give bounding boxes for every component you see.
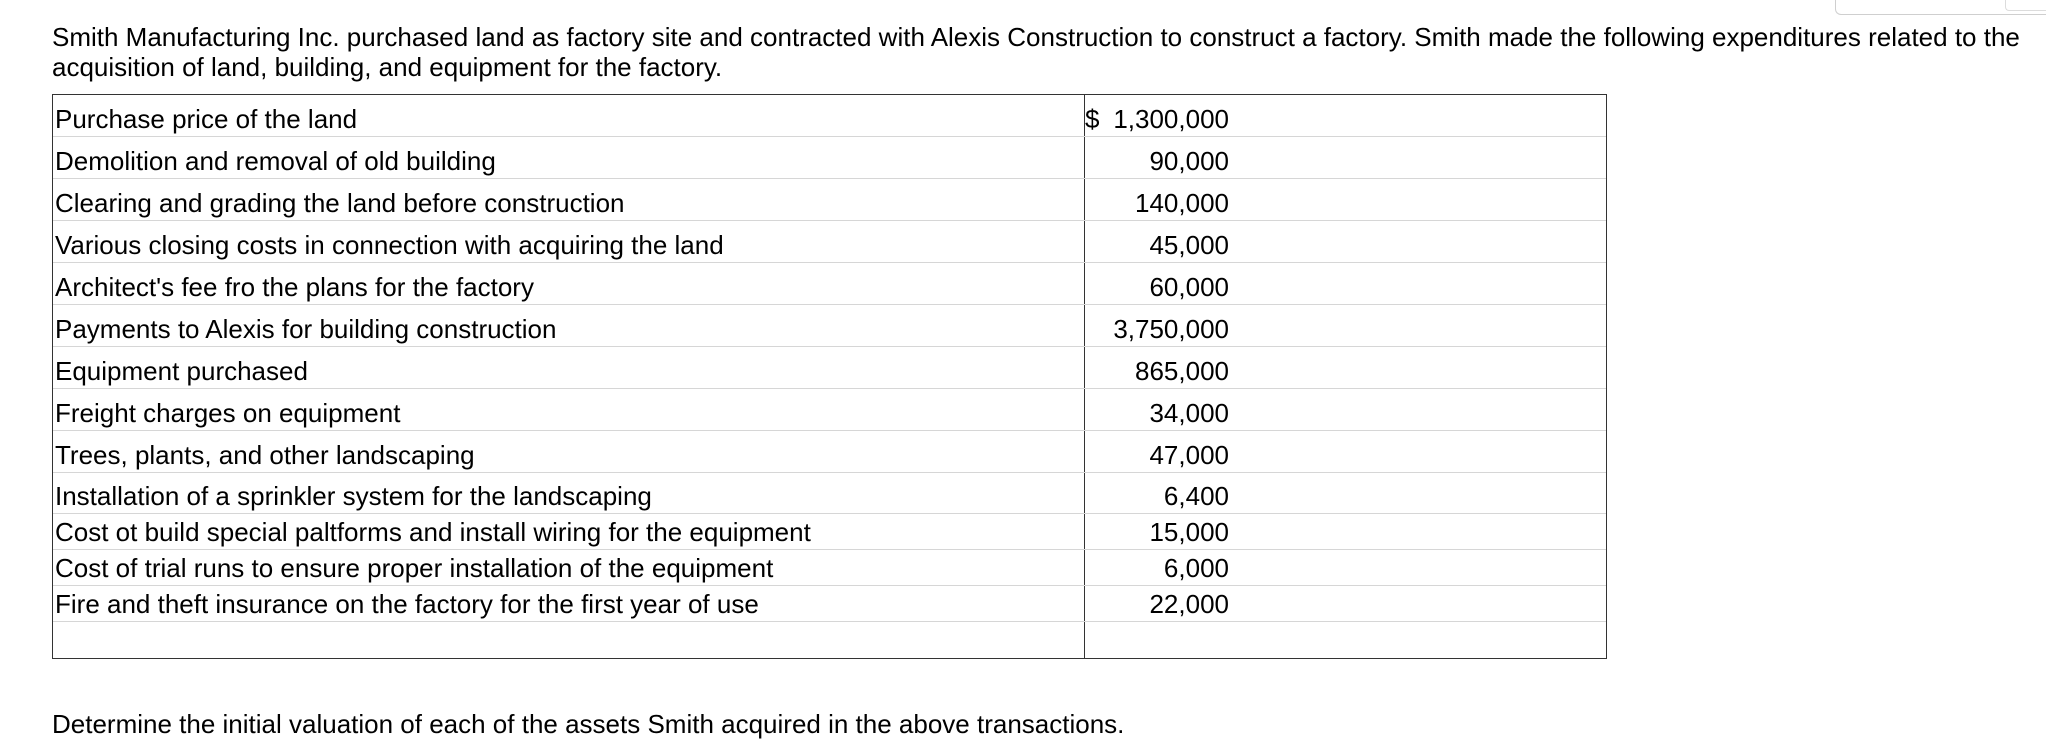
table-row bbox=[53, 550, 1606, 586]
expense-description: Freight charges on equipment bbox=[55, 398, 401, 428]
expense-amount: 45,000 bbox=[1149, 230, 1229, 260]
table-row bbox=[53, 389, 1606, 431]
expense-amount: 6,000 bbox=[1163, 553, 1229, 583]
expense-amount: 47,000 bbox=[1149, 440, 1229, 470]
table-row bbox=[53, 514, 1606, 550]
table-row bbox=[53, 305, 1606, 347]
expense-amount: 34,000 bbox=[1149, 398, 1229, 428]
expense-amount: 3,750,000 bbox=[1113, 314, 1229, 344]
expense-description: Payments to Alexis for building construction bbox=[55, 314, 557, 344]
expense-amount: 22,000 bbox=[1149, 589, 1229, 619]
expenditure-table bbox=[52, 94, 1607, 659]
expense-description: Equipment purchased bbox=[55, 356, 308, 386]
problem-intro: Smith Manufacturing Inc. purchased land as factory site and contracted with Alexis Construction to construct a factory. Smith made the following expenditures related to the acquisition of land, building, and equipment for the factory. bbox=[52, 22, 2020, 82]
currency-symbol: $ bbox=[1085, 104, 1100, 134]
expense-description: Cost ot build special paltforms and install wiring for the equipment bbox=[55, 517, 811, 547]
expense-description: Fire and theft insurance on the factory for the first year of use bbox=[55, 589, 759, 619]
expense-description: Installation of a sprinkler system for the landscaping bbox=[55, 481, 652, 511]
expense-amount: 6,400 bbox=[1163, 481, 1229, 511]
table-row bbox=[53, 95, 1606, 137]
table-row bbox=[53, 431, 1606, 473]
table-row bbox=[53, 473, 1606, 514]
expense-description: Purchase price of the land bbox=[55, 104, 358, 134]
table-row bbox=[53, 221, 1606, 263]
expense-description: Various closing costs in connection with acquiring the land bbox=[55, 230, 724, 260]
table-row-empty bbox=[53, 622, 1606, 658]
corner-tab-segment bbox=[2005, 0, 2046, 11]
expense-amount: 15,000 bbox=[1149, 517, 1229, 547]
table-row bbox=[53, 179, 1606, 221]
expense-description: Clearing and grading the land before construction bbox=[55, 188, 625, 218]
expense-description: Demolition and removal of old building bbox=[55, 146, 496, 176]
amount-value: 1,300,000 bbox=[1113, 104, 1229, 134]
expense-amount: 865,000 bbox=[1135, 356, 1229, 386]
expense-amount: 140,000 bbox=[1135, 188, 1229, 218]
table-row bbox=[53, 586, 1606, 622]
table-row bbox=[53, 347, 1606, 389]
table-row bbox=[53, 263, 1606, 305]
expense-description: Cost of trial runs to ensure proper installation of the equipment bbox=[55, 553, 774, 583]
expense-amount bbox=[1085, 104, 1229, 134]
corner-tab bbox=[1835, 0, 2046, 15]
expense-amount: 60,000 bbox=[1149, 272, 1229, 302]
expense-description: Trees, plants, and other landscaping bbox=[55, 440, 475, 470]
expense-amount: 90,000 bbox=[1149, 146, 1229, 176]
expense-description: Architect's fee fro the plans for the factory bbox=[55, 272, 534, 302]
table-row bbox=[53, 137, 1606, 179]
question-prompt: Determine the initial valuation of each of the assets Smith acquired in the above transactions. bbox=[52, 709, 1125, 739]
